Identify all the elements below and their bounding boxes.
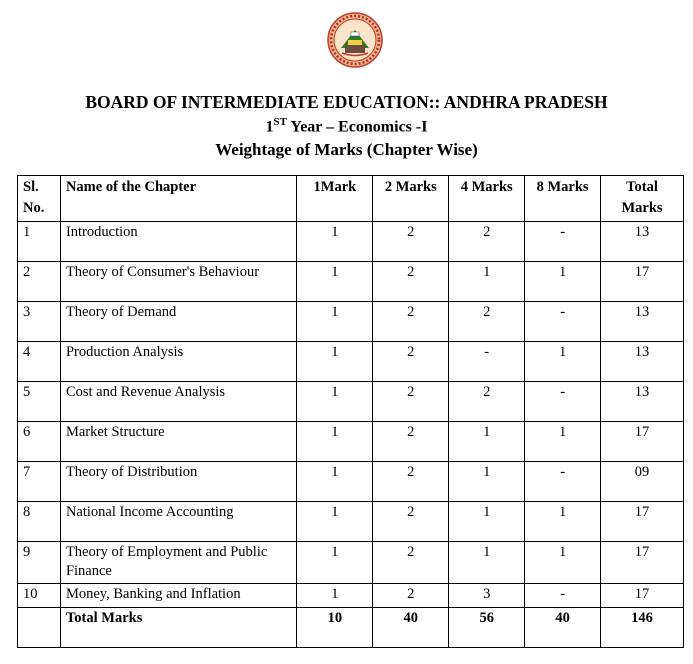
cell-sl: 8: [18, 502, 61, 542]
cell-2marks: 2: [373, 422, 449, 462]
header-2marks: 2 Marks: [373, 176, 449, 222]
cell-sl: 1: [18, 222, 61, 262]
marks-weightage-table: [17, 175, 684, 648]
total-1mark: 10: [297, 608, 373, 648]
cell-chapter: Market Structure: [60, 422, 296, 462]
cell-total: 17: [601, 542, 684, 584]
cell-1mark: 1: [297, 422, 373, 462]
year-subject-title: 1ST Year – Economics -I: [265, 116, 428, 136]
cell-4marks: 3: [449, 584, 525, 608]
cell-8marks: 1: [525, 502, 601, 542]
table-row: [18, 542, 684, 584]
cell-8marks: 1: [525, 422, 601, 462]
table-row: [18, 302, 684, 342]
cell-8marks: -: [525, 302, 601, 342]
grand-total: 146: [601, 608, 684, 648]
cell-8marks: -: [525, 462, 601, 502]
cell-8marks: 1: [525, 262, 601, 302]
cell-chapter: Introduction: [60, 222, 296, 262]
table-row: [18, 422, 684, 462]
table-header-row: [18, 176, 684, 222]
cell-sl: 2: [18, 262, 61, 302]
cell-1mark: 1: [297, 584, 373, 608]
cell-1mark: 1: [297, 462, 373, 502]
cell-4marks: 1: [449, 262, 525, 302]
cell-4marks: -: [449, 342, 525, 382]
cell-1mark: 1: [297, 302, 373, 342]
cell-chapter: Cost and Revenue Analysis: [60, 382, 296, 422]
cell-8marks: -: [525, 584, 601, 608]
cell-4marks: 1: [449, 462, 525, 502]
header-8marks: 8 Marks: [525, 176, 601, 222]
cell-sl: 7: [18, 462, 61, 502]
board-title: BOARD OF INTERMEDIATE EDUCATION:: ANDHRA PRADESH: [85, 92, 608, 112]
header-1mark: 1Mark: [297, 176, 373, 222]
total-4marks: 56: [449, 608, 525, 648]
cell-2marks: 2: [373, 502, 449, 542]
cell-sl: 3: [18, 302, 61, 342]
total-2marks: 40: [373, 608, 449, 648]
cell-8marks: 1: [525, 542, 601, 584]
cell-2marks: 2: [373, 222, 449, 262]
totals-row: [18, 608, 684, 648]
cell-1mark: 1: [297, 262, 373, 302]
cell-1mark: 1: [297, 502, 373, 542]
header-4marks: 4 Marks: [449, 176, 525, 222]
header-total-marks: Total Marks: [601, 176, 684, 222]
weightage-title: Weightage of Marks (Chapter Wise): [215, 140, 478, 159]
totals-label: Total Marks: [60, 608, 296, 648]
cell-total: 17: [601, 584, 684, 608]
cell-1mark: 1: [297, 542, 373, 584]
cell-chapter: National Income Accounting: [60, 502, 296, 542]
cell-4marks: 2: [449, 302, 525, 342]
table-row: [18, 462, 684, 502]
cell-2marks: 2: [373, 462, 449, 502]
cell-chapter: Theory of Consumer's Behaviour: [60, 262, 296, 302]
table-row: [18, 382, 684, 422]
total-8marks: 40: [525, 608, 601, 648]
cell-total: 17: [601, 262, 684, 302]
cell-total: 09: [601, 462, 684, 502]
cell-sl: 4: [18, 342, 61, 382]
cell-4marks: 1: [449, 422, 525, 462]
cell-total: 17: [601, 422, 684, 462]
cell-8marks: -: [525, 382, 601, 422]
header-sl-no: Sl. No.: [18, 176, 61, 222]
cell-sl: 9: [18, 542, 61, 584]
cell-sl: 5: [18, 382, 61, 422]
cell-1mark: 1: [297, 222, 373, 262]
table-row: [18, 222, 684, 262]
cell-chapter: Money, Banking and Inflation: [60, 584, 296, 608]
cell-4marks: 1: [449, 542, 525, 584]
cell-chapter: Theory of Employment and Public Finance: [60, 542, 296, 584]
cell-1mark: 1: [297, 342, 373, 382]
cell-total: 13: [601, 342, 684, 382]
cell-4marks: 2: [449, 382, 525, 422]
table-row: [18, 584, 684, 608]
cell-2marks: 2: [373, 382, 449, 422]
cell-sl-empty: [18, 608, 61, 648]
table-row: [18, 502, 684, 542]
board-emblem-icon: [327, 12, 383, 68]
cell-8marks: 1: [525, 342, 601, 382]
cell-total: 13: [601, 302, 684, 342]
table-row: [18, 262, 684, 302]
header-chapter-name: Name of the Chapter: [60, 176, 296, 222]
cell-2marks: 2: [373, 302, 449, 342]
cell-2marks: 2: [373, 584, 449, 608]
cell-2marks: 2: [373, 262, 449, 302]
cell-sl: 10: [18, 584, 61, 608]
cell-total: 13: [601, 382, 684, 422]
cell-4marks: 2: [449, 222, 525, 262]
cell-8marks: -: [525, 222, 601, 262]
cell-chapter: Production Analysis: [60, 342, 296, 382]
cell-total: 17: [601, 502, 684, 542]
cell-chapter: Theory of Demand: [60, 302, 296, 342]
cell-2marks: 2: [373, 342, 449, 382]
table-row: [18, 342, 684, 382]
cell-1mark: 1: [297, 382, 373, 422]
cell-total: 13: [601, 222, 684, 262]
cell-2marks: 2: [373, 542, 449, 584]
cell-sl: 6: [18, 422, 61, 462]
cell-chapter: Theory of Distribution: [60, 462, 296, 502]
cell-4marks: 1: [449, 502, 525, 542]
